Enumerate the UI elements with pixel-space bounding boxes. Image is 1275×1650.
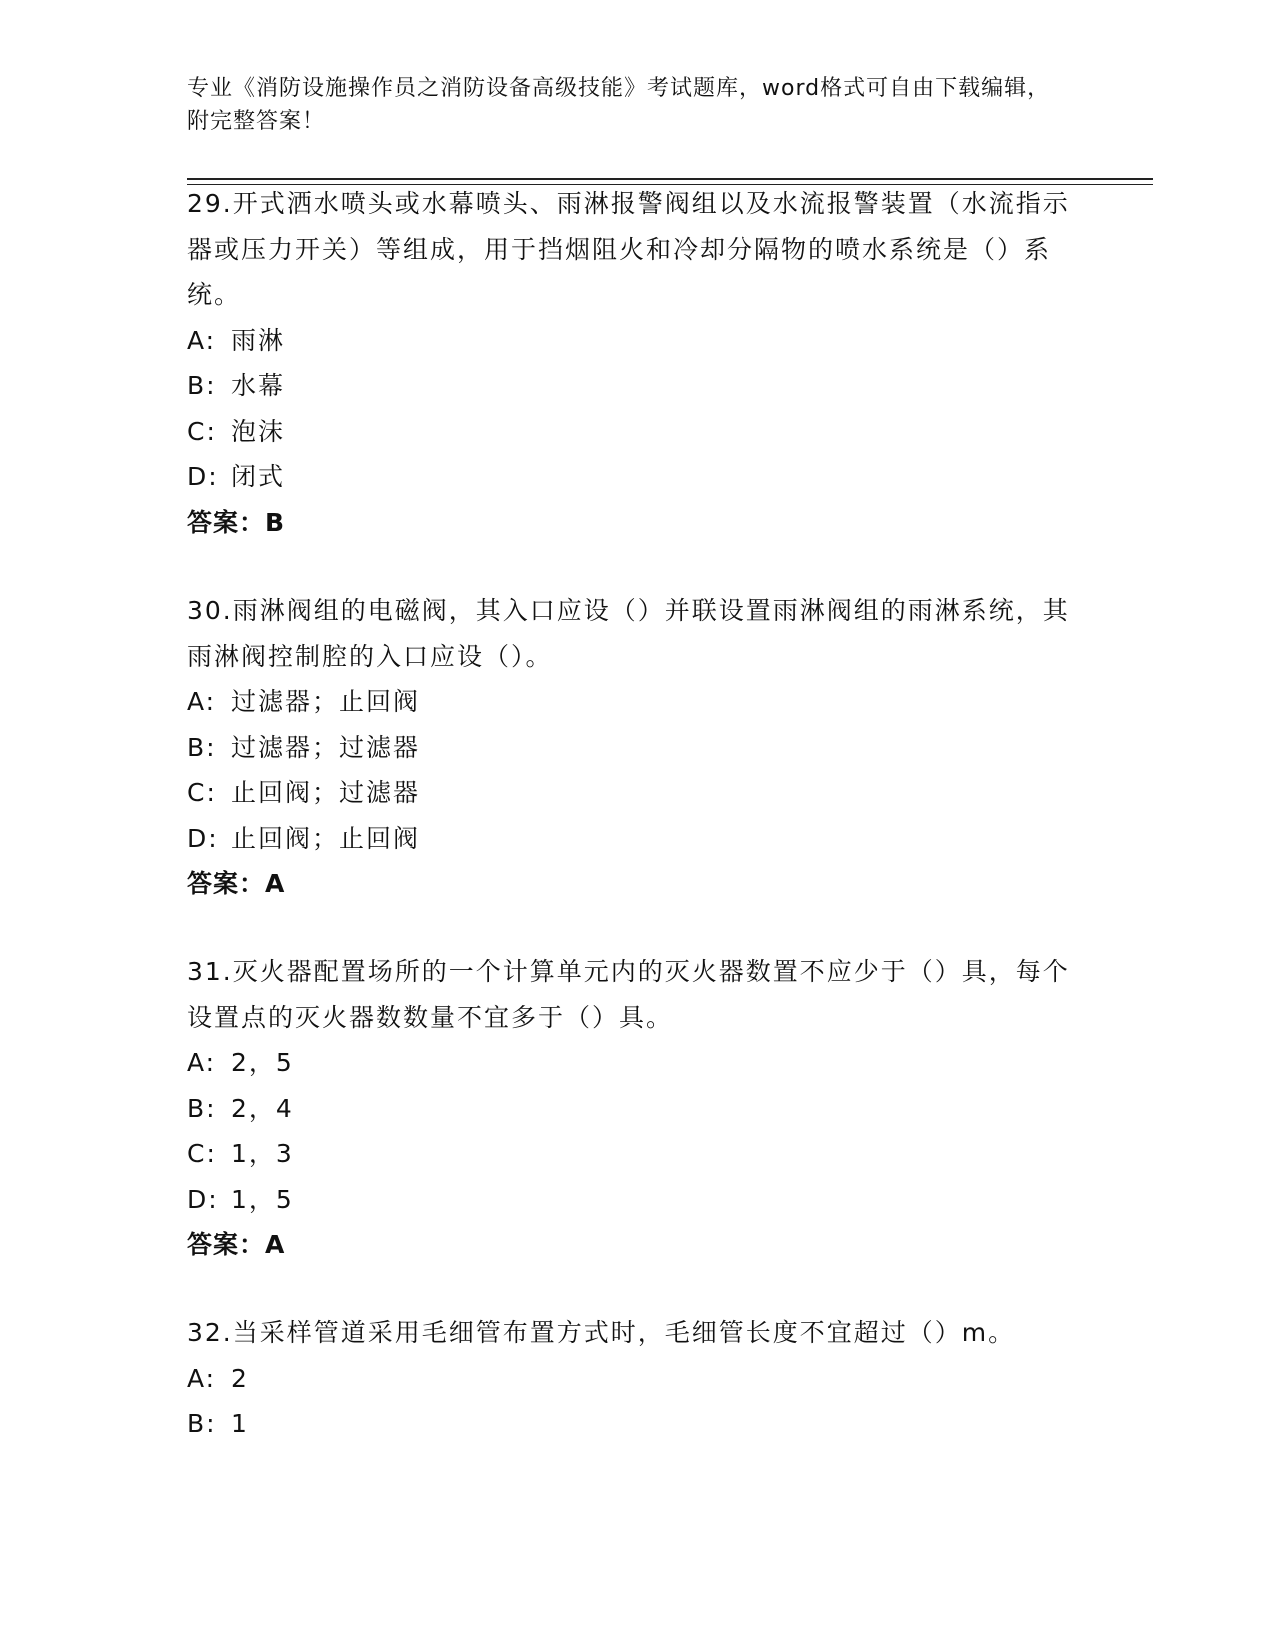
option-d <box>187 816 1077 862</box>
option-c <box>187 770 1077 816</box>
option-key: D: <box>187 462 219 491</box>
question-31 <box>187 949 1077 1268</box>
option-value: 泡沫 <box>231 416 286 446</box>
option-key: C: <box>187 416 217 446</box>
option-key: B: <box>187 371 217 400</box>
option-value: 1，5 <box>231 1184 294 1214</box>
option-c <box>187 409 1077 455</box>
question-text: 31.灭火器配置场所的一个计算单元内的灭火器数置不应少于（）具，每个设置点的灭火器数数量不宜多于（）具。 <box>187 957 1070 1032</box>
option-key: C: <box>187 778 217 807</box>
header-divider-thick <box>187 178 1153 180</box>
option-value: 止回阀；止回阀 <box>231 823 421 853</box>
option-a <box>187 318 1077 364</box>
option-key: C: <box>187 1139 217 1168</box>
option-value: 水幕 <box>231 371 286 400</box>
answer: 答案：A <box>187 1230 286 1259</box>
question-text: 29.开式洒水喷头或水幕喷头、雨淋报警阀组以及水流报警装置（水流指示器或压力开关）等组成，用于挡烟阻火和冷却分隔物的喷水系统是（）系统。 <box>187 189 1070 309</box>
option-value: 止回阀；过滤器 <box>231 778 421 807</box>
answer: 答案：A <box>187 869 286 898</box>
option-key: A: <box>187 1048 217 1077</box>
option-key: B: <box>187 1409 217 1438</box>
option-key: A: <box>187 687 217 716</box>
answer: 答案：B <box>187 507 286 537</box>
option-b <box>187 725 1077 771</box>
option-value: 过滤器；过滤器 <box>231 732 421 762</box>
option-value: 1，3 <box>231 1139 294 1168</box>
option-key: B: <box>187 1093 217 1123</box>
option-value: 雨淋 <box>231 325 286 355</box>
option-value: 2，5 <box>231 1048 294 1077</box>
option-key: D: <box>187 1184 219 1214</box>
question-29 <box>187 181 1077 545</box>
question-text: 32.当采样管道采用毛细管布置方式时，毛细管长度不宜超过（）m。 <box>187 1318 1016 1347</box>
option-value: 过滤器；止回阀 <box>231 687 421 716</box>
option-a <box>187 1040 1077 1086</box>
option-value: 闭式 <box>231 462 286 491</box>
option-a <box>187 1356 1077 1402</box>
option-b <box>187 363 1077 409</box>
question-text: 30.雨淋阀组的电磁阀，其入口应设（）并联设置雨淋阀组的雨淋系统，其雨淋阀控制腔的入口应设（）。 <box>187 596 1070 671</box>
option-key: D: <box>187 823 219 853</box>
option-c <box>187 1131 1077 1177</box>
option-d <box>187 454 1077 500</box>
option-value: 2 <box>231 1363 249 1393</box>
option-key: A: <box>187 325 217 355</box>
option-value: 1 <box>231 1409 249 1438</box>
option-value: 2，4 <box>231 1093 294 1123</box>
option-a <box>187 679 1077 725</box>
question-32 <box>187 1310 1077 1447</box>
option-d <box>187 1177 1077 1223</box>
option-key: B: <box>187 732 217 762</box>
option-key: A: <box>187 1363 217 1393</box>
question-30 <box>187 588 1077 907</box>
document-header: 专业《消防设施操作员之消防设备高级技能》考试题库，word格式可自由下载编辑，附完整答案！ <box>187 76 1051 134</box>
option-b <box>187 1401 1077 1447</box>
option-b <box>187 1086 1077 1132</box>
